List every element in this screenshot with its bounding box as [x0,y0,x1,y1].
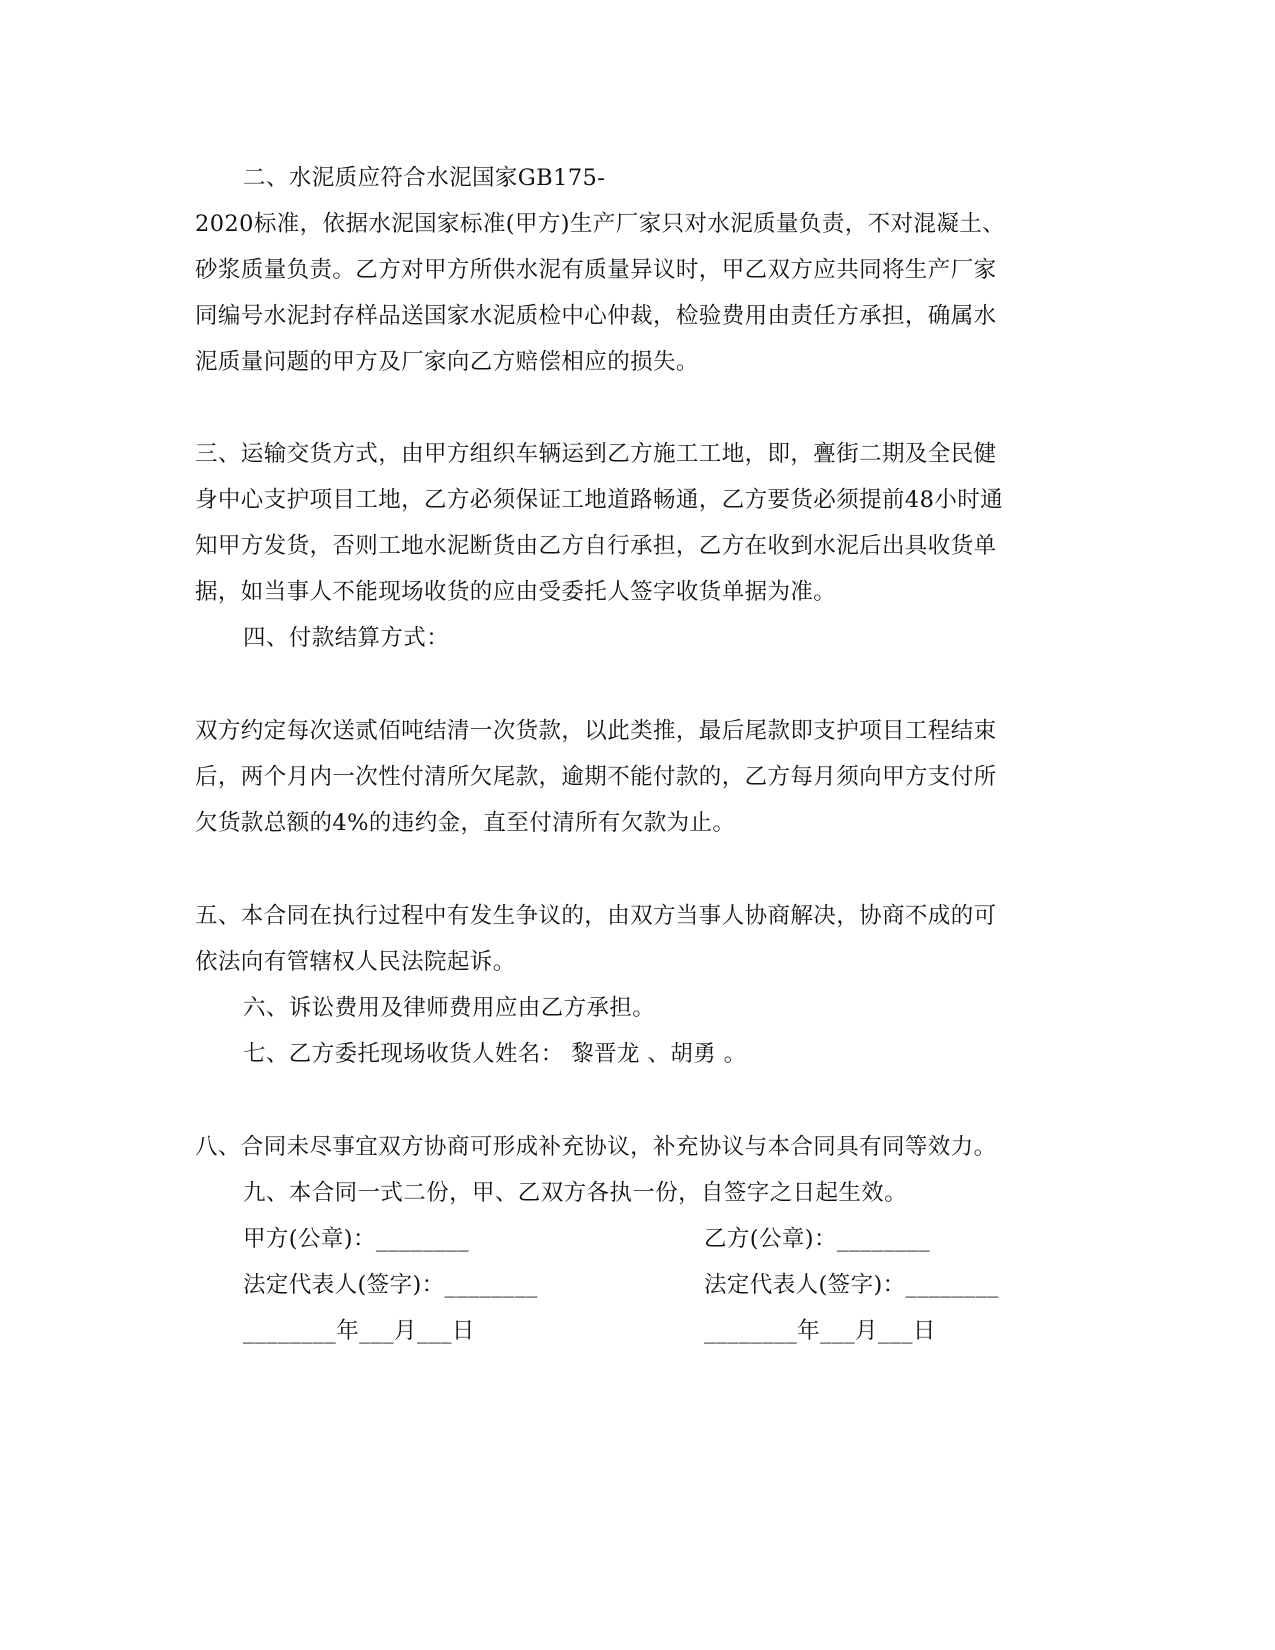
clause-2-line-2: 2020标准，依据水泥国家标准(甲方)生产厂家只对水泥质量负责，不对混凝土、 [195,211,1006,237]
clause-3-line-4: 据，如当事人不能现场收货的应由受委托人签字收货单据为准。 [195,579,837,605]
clause-4-line-2: 后，两个月内一次性付清所欠尾款，逾期不能付款的，乙方每月须向甲方支付所 [195,764,997,790]
party-b-seal-field: 乙方(公章)：________ [704,1226,931,1252]
clause-3-line-3: 知甲方发货，否则工地水泥断货由乙方自行承担，乙方在收到水泥后出具收货单 [195,533,997,559]
clause-4-line-1: 双方约定每次送贰佰吨结清一次货款，以此类推，最后尾款即支护项目工程结束 [195,718,997,744]
clause-4-title: 四、付款结算方式： [243,625,450,651]
party-a-seal-field: 甲方(公章)：________ [243,1226,470,1252]
clause-7: 七、乙方委托现场收货人姓名： 黎晋龙 、胡勇 。 [243,1041,747,1067]
party-b-representative-field: 法定代表人(签字)：________ [704,1272,999,1298]
clause-2-line-3: 砂浆质量负责。乙方对甲方所供水泥有质量异议时，甲乙双方应共同将生产厂家 [195,257,997,283]
clause-5-line-2: 依法向有管辖权人民法院起诉。 [195,949,516,975]
clause-9: 九、本合同一式二份，甲、乙双方各执一份，自签字之日起生效。 [243,1180,908,1206]
clause-3-line-1: 三、运输交货方式，由甲方组织车辆运到乙方施工工地，即，亹街二期及全民健 [195,441,997,467]
party-a-date-field: ________年___月___日 [243,1318,475,1344]
party-a-representative-field: 法定代表人(签字)：________ [243,1272,538,1298]
clause-2-line-1: 二、水泥质应符合水泥国家GB175- [243,165,606,191]
clause-2-line-4: 同编号水泥封存样品送国家水泥质检中心仲裁，检验费用由责任方承担，确属水 [195,303,997,329]
clause-5-line-1: 五、本合同在执行过程中有发生争议的，由双方当事人协商解决，协商不成的可 [195,903,997,929]
clause-3-line-2: 身中心支护项目工地，乙方必须保证工地道路畅通，乙方要货必须提前48小时通 [195,487,1004,513]
clause-6: 六、诉讼费用及律师费用应由乙方承担。 [243,995,656,1021]
clause-2-line-5: 泥质量问题的甲方及厂家向乙方赔偿相应的损失。 [195,349,699,375]
clause-8: 八、合同未尽事宜双方协商可形成补充协议，补充协议与本合同具有同等效力。 [195,1134,997,1160]
party-b-date-field: ________年___月___日 [704,1318,936,1344]
clause-4-line-3: 欠货款总额的4%的违约金，直至付清所有欠款为止。 [195,810,736,836]
